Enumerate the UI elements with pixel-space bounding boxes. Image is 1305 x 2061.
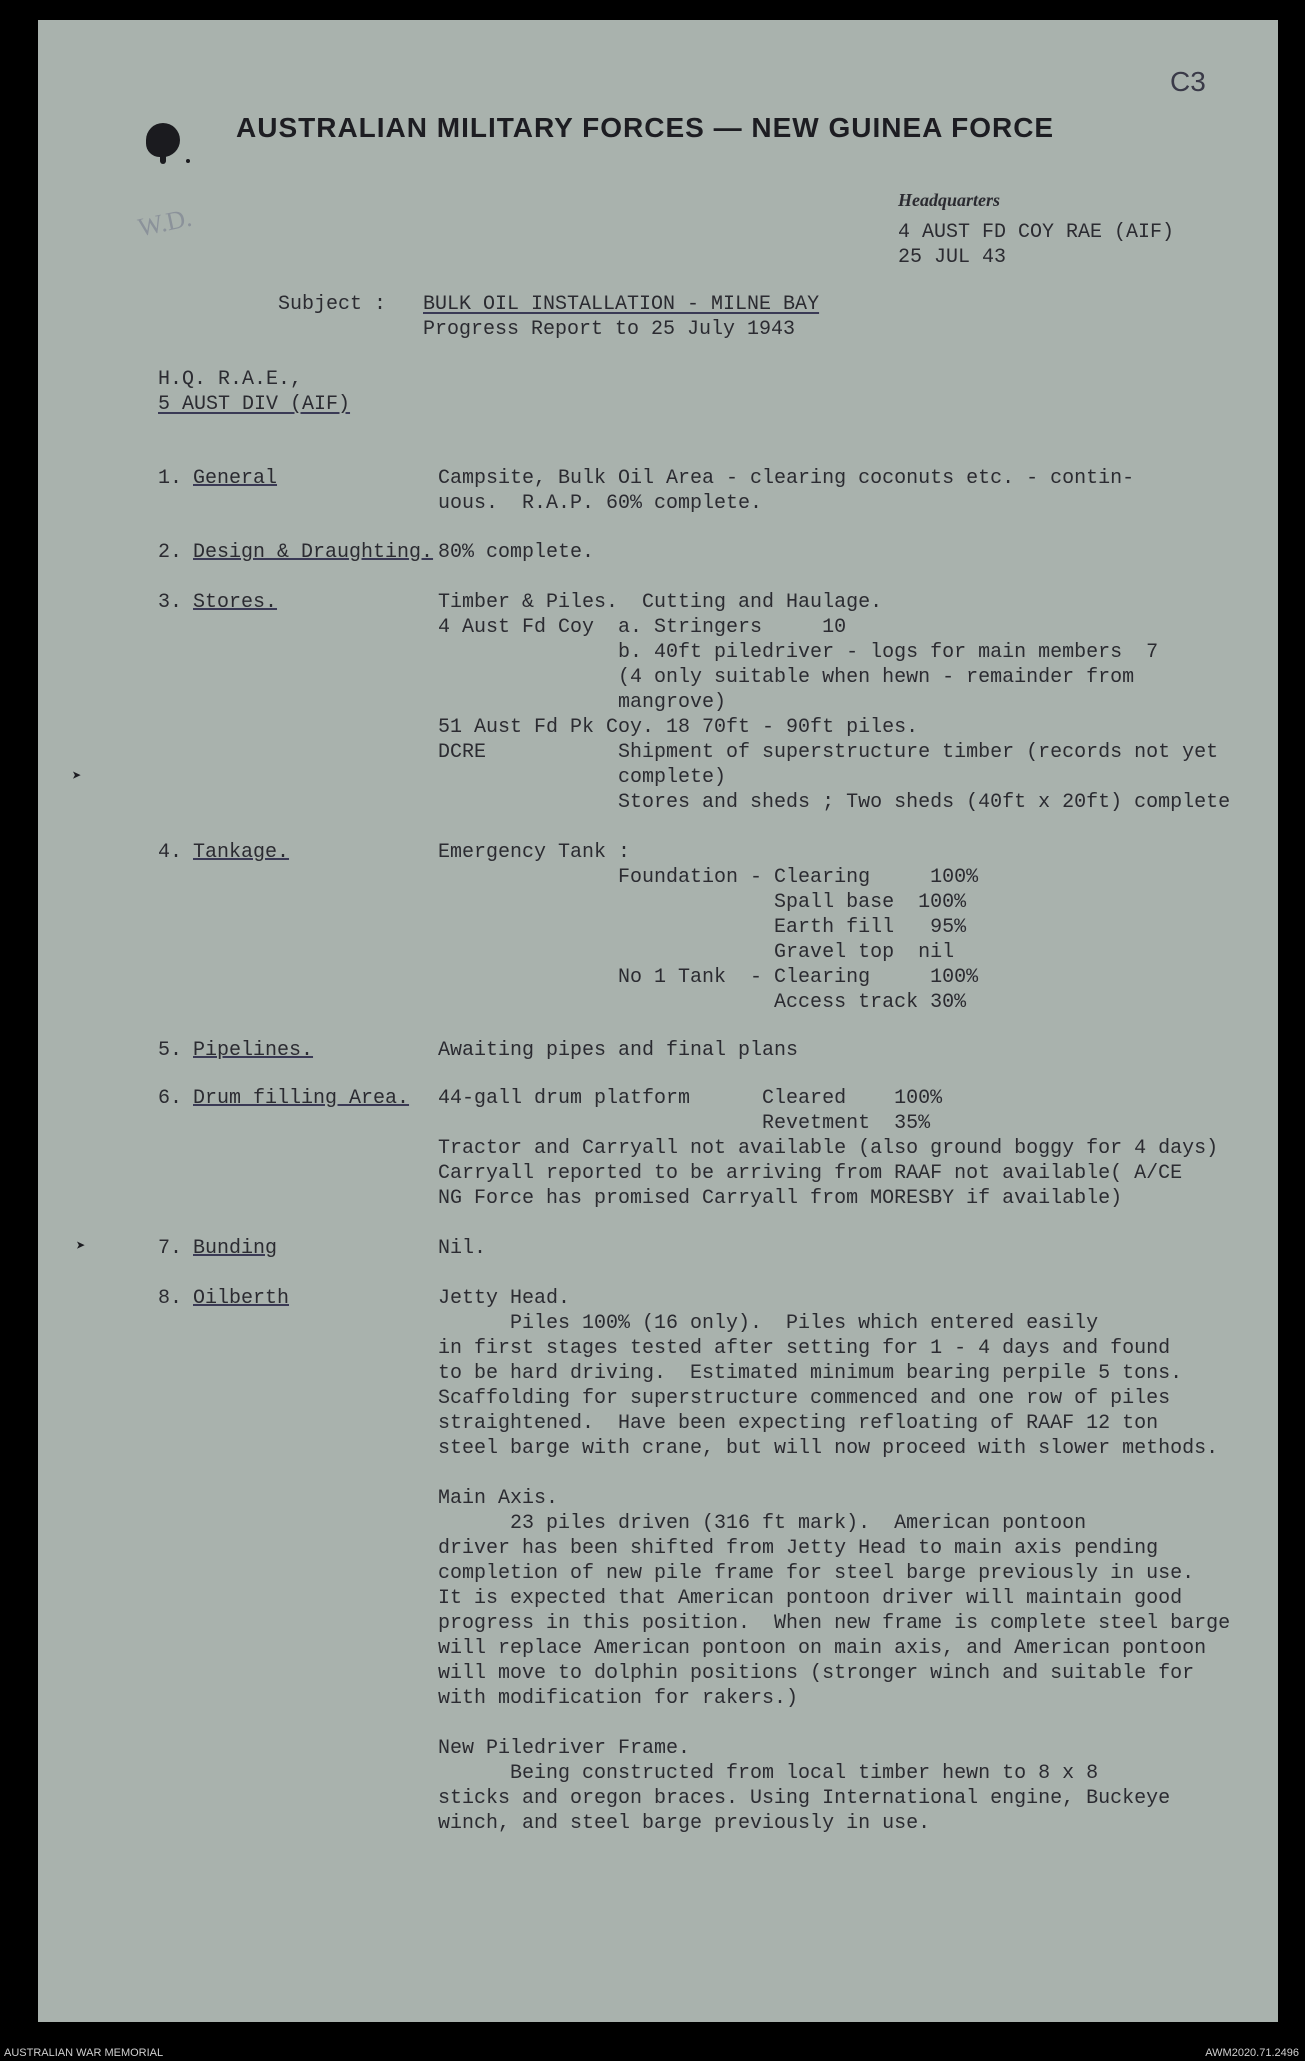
item-4-title: Tankage.	[193, 841, 290, 864]
item-8-line: will replace American pontoon on main axis, and American pontoon	[438, 1637, 1207, 1660]
archive-reference: AWM2020.71.2496	[1205, 2047, 1299, 2059]
item-3-line: Timber & Piles. Cutting and Haulage.	[438, 591, 883, 614]
item-8-line: driver has been shifted from Jetty Head to main axis pending	[438, 1537, 1159, 1560]
item-4-line: Access track 30%	[438, 991, 967, 1014]
item-6-line: Carryall reported to be arriving from RAAF not available( A/CE	[438, 1162, 1183, 1185]
item-6-line: NG Force has promised Carryall from MORESBY if available)	[438, 1187, 1123, 1210]
item-3-line: (4 only suitable when hewn - remainder from	[438, 666, 1135, 689]
item-2-line: 80% complete.	[438, 541, 595, 564]
margin-tick-icon: ➤	[76, 1238, 86, 1256]
item-1-number: 1.	[158, 467, 183, 490]
item-4-line: Emergency Tank :	[438, 841, 631, 864]
item-2-number: 2.	[158, 541, 183, 564]
pencil-annotation: W.D.	[135, 202, 195, 243]
item-6-line: Revetment 35%	[438, 1112, 931, 1135]
margin-tick-icon: ➤	[72, 768, 82, 786]
item-3-line: DCRE Shipment of superstructure timber (records not yet	[438, 741, 1219, 764]
subject-title: BULK OIL INSTALLATION - MILNE BAY	[423, 293, 820, 316]
item-8-line: to be hard driving. Estimated minimum bearing perpile 5 tons.	[438, 1362, 1183, 1385]
item-4-line: No 1 Tank - Clearing 100%	[438, 966, 979, 989]
reference-mark: C3	[1170, 66, 1206, 97]
item-6-number: 6.	[158, 1087, 183, 1110]
item-3-line: 51 Aust Fd Pk Coy. 18 70ft - 90ft piles.	[438, 716, 919, 739]
item-7-number: 7.	[158, 1237, 183, 1260]
emblem-tail	[160, 154, 166, 164]
item-8-line: sticks and oregon braces. Using International engine, Buckeye	[438, 1787, 1171, 1810]
item-3-line: 4 Aust Fd Coy a. Stringers 10	[438, 616, 847, 639]
item-3-number: 3.	[158, 591, 183, 614]
item-8-line: completion of new pile frame for steel barge previously in use.	[438, 1562, 1195, 1585]
item-8-title: Oilberth	[193, 1287, 290, 1310]
item-7-line: Nil.	[438, 1237, 487, 1260]
hq-label: Headquarters	[898, 190, 1001, 210]
item-8-line: progress in this position. When new frame is complete steel barge	[438, 1612, 1231, 1635]
item-3-title: Stores.	[193, 591, 278, 614]
item-1-line: uous. R.A.P. 60% complete.	[438, 492, 763, 515]
letterhead: AUSTRALIAN MILITARY FORCES — NEW GUINEA FORCE	[236, 112, 1055, 143]
hq-unit: 4 AUST FD COY RAE (AIF)	[898, 221, 1175, 244]
item-6-line: Tractor and Carryall not available (also ground boggy for 4 days)	[438, 1137, 1219, 1160]
item-8-line: Main Axis.	[438, 1487, 559, 1510]
item-5-title: Pipelines.	[193, 1039, 314, 1062]
emblem-icon	[146, 123, 180, 157]
item-3-line: b. 40ft piledriver - logs for main members 7	[438, 641, 1159, 664]
item-8-line: steel barge with crane, but will now proceed with slower methods.	[438, 1437, 1219, 1460]
item-8-line: New Piledriver Frame.	[438, 1737, 691, 1760]
item-8-line: will move to dolphin positions (stronger winch and suitable for	[438, 1662, 1195, 1685]
item-4-line: Foundation - Clearing 100%	[438, 866, 979, 889]
document-date: 25 JUL 43	[898, 246, 1007, 269]
item-7-title: Bunding	[193, 1237, 278, 1260]
item-8-line: Scaffolding for superstructure commenced and one row of piles	[438, 1387, 1171, 1410]
item-8-line: straightened. Have been expecting refloating of RAAF 12 ton	[438, 1412, 1159, 1435]
addressee-line-2: 5 AUST DIV (AIF)	[158, 393, 351, 416]
emblem-dot	[186, 159, 190, 163]
item-3-line: Stores and sheds ; Two sheds (40ft x 20ft) complete	[438, 791, 1231, 814]
item-6-line: 44-gall drum platform Cleared 100%	[438, 1087, 943, 1110]
archive-credit: AUSTRALIAN WAR MEMORIAL	[4, 2047, 164, 2059]
item-2-title: Design & Draughting.	[193, 541, 434, 564]
item-4-line: Gravel top nil	[438, 941, 955, 964]
item-8-line: with modification for rakers.)	[438, 1687, 799, 1710]
item-4-number: 4.	[158, 841, 183, 864]
addressee-line-1: H.Q. R.A.E.,	[158, 368, 303, 391]
item-6-title: Drum filling Area.	[193, 1087, 410, 1110]
item-1-line: Campsite, Bulk Oil Area - clearing coconuts etc. - contin-	[438, 467, 1135, 490]
item-5-line: Awaiting pipes and final plans	[438, 1039, 799, 1062]
item-8-line: Jetty Head.	[438, 1287, 571, 1310]
item-8-line: Piles 100% (16 only). Piles which entered easily	[438, 1312, 1099, 1335]
subject-subtitle: Progress Report to 25 July 1943	[423, 318, 796, 341]
item-3-line: mangrove)	[438, 691, 727, 714]
item-4-line: Spall base 100%	[438, 891, 967, 914]
item-4-line: Earth fill 95%	[438, 916, 967, 939]
item-8-line: Being constructed from local timber hewn to 8 x 8	[438, 1762, 1099, 1785]
item-8-line: winch, and steel barge previously in use.	[438, 1812, 931, 1835]
subject-label: Subject :	[278, 293, 387, 316]
item-8-line: 23 piles driven (316 ft mark). American pontoon	[438, 1512, 1087, 1535]
item-8-number: 8.	[158, 1287, 183, 1310]
item-8-line: It is expected that American pontoon driver will maintain good	[438, 1587, 1183, 1610]
item-1-title: General	[193, 467, 278, 490]
item-8-line: in first stages tested after setting for 1 - 4 days and found	[438, 1337, 1171, 1360]
item-5-number: 5.	[158, 1039, 183, 1062]
item-3-line: complete)	[438, 766, 727, 789]
document-page	[38, 20, 1278, 2022]
